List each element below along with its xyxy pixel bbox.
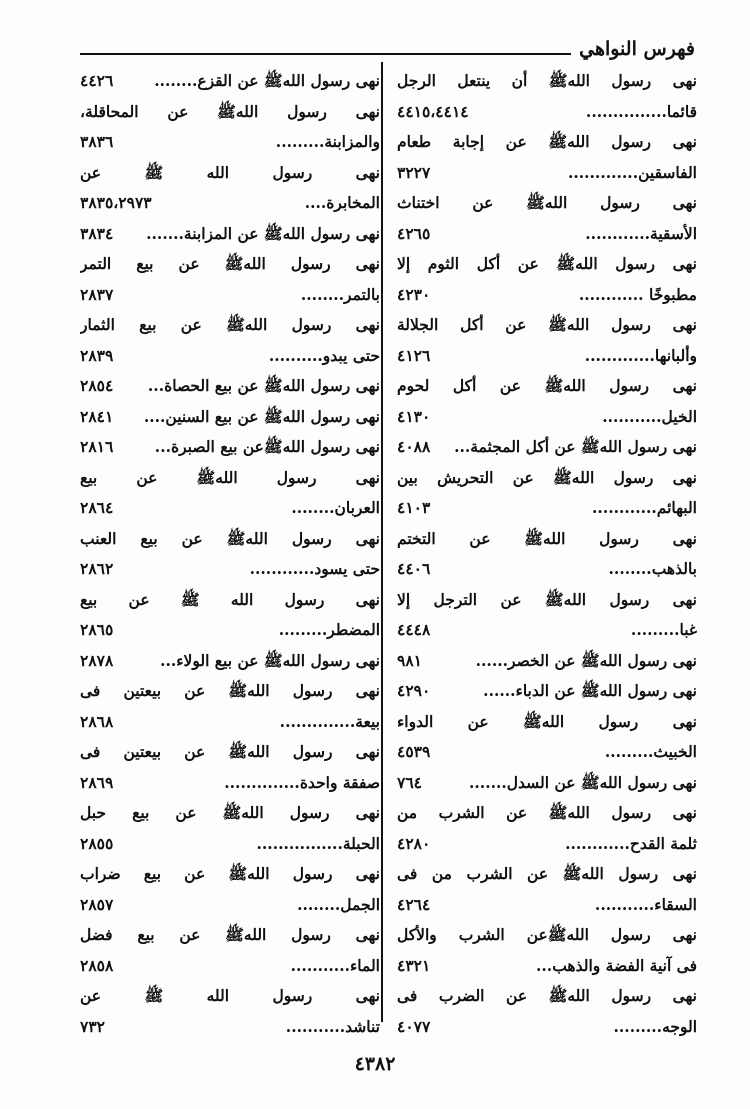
entry-text: نهى رسول اللهﷺ عن بيع ضراب [80, 864, 380, 883]
hadith-number: ٧٣٢ [80, 1016, 105, 1036]
index-entry [397, 66, 697, 127]
entry-text: الحبلة................ [256, 833, 380, 853]
index-entry [397, 463, 697, 524]
index-entry [397, 432, 697, 463]
entry-line [397, 951, 697, 982]
hadith-number: ٢٨٦٨ [80, 711, 114, 731]
entry-text: تناشد........... [285, 1016, 380, 1036]
entry-text: نهى رسول اللهﷺ عن القزع........ [154, 71, 380, 90]
index-entry [397, 707, 697, 768]
entry-line [397, 585, 697, 616]
entry-line [80, 158, 380, 189]
index-entry [80, 676, 380, 737]
entry-line [80, 493, 380, 524]
entry-line [397, 402, 697, 433]
entry-line [397, 890, 697, 921]
entry-text: نهى رسول الله ﷺ عن [80, 162, 380, 182]
hadith-number: ٤٢٩٠ [397, 681, 431, 700]
hadith-number: ٤١٢٦ [397, 345, 431, 365]
entry-text: نهى رسول اللهﷺ عن الدباء...... [483, 681, 697, 700]
entry-line [80, 981, 380, 1012]
entry-line [80, 890, 380, 921]
hadith-number: ٢٨٥٤ [80, 376, 114, 395]
index-entry [80, 859, 380, 920]
index-entry [397, 127, 697, 188]
entry-line [80, 402, 380, 433]
entry-text: نهى رسول اللهﷺ عن بيع حبل [80, 803, 380, 822]
entry-text: الخيل........... [602, 406, 697, 426]
index-column-right [397, 66, 697, 1042]
entry-text: بالتمر........ [300, 284, 380, 304]
page-header [80, 36, 695, 66]
entry-line [397, 432, 697, 463]
index-entry [80, 249, 380, 310]
entry-line [80, 97, 380, 128]
index-entry [80, 920, 380, 981]
index-entry [80, 66, 380, 97]
hadith-number: ٢٨٦٤ [80, 498, 114, 517]
entry-line [80, 463, 380, 494]
page-number: ٤٣٨٢ [354, 1053, 396, 1075]
entry-line [397, 463, 697, 494]
entry-line [80, 646, 380, 677]
entry-line [397, 219, 697, 250]
entry-text: السقاء........... [594, 894, 697, 914]
index-entry [397, 646, 697, 677]
index-entry [80, 158, 380, 219]
entry-line [80, 66, 380, 97]
entry-line [80, 554, 380, 585]
hadith-number: ٤٤٤٨ [397, 620, 431, 639]
entry-line [397, 310, 697, 341]
entry-text: ثلمة القدح............ [565, 833, 697, 853]
entry-text: نهى رسول اللهﷺ عن أكل الثوم إلا [397, 254, 697, 273]
index-entry [80, 402, 380, 433]
index-entry [397, 768, 697, 799]
index-entry [80, 585, 380, 646]
hadith-number: ٤٢٣٠ [397, 284, 431, 304]
entry-line [397, 981, 697, 1012]
hadith-number: ٢٨١٦ [80, 437, 114, 456]
entry-text: نهى رسول اللهﷺ عن اختناث [397, 193, 697, 212]
index-entry [397, 676, 697, 707]
entry-text: والمزابنة......... [275, 132, 380, 151]
entry-text: نهى رسول اللهﷺ عن الدواء [397, 711, 697, 731]
entry-line [397, 920, 697, 951]
entry-line [80, 951, 380, 982]
entry-line [397, 127, 697, 158]
column-divider [381, 62, 383, 1022]
entry-text: نهى رسول اللهﷺ عن أكل الجلالة [397, 315, 697, 334]
entry-line [80, 707, 380, 738]
index-entry [80, 981, 380, 1042]
entry-text: نهى رسول الله ﷺ عن [80, 986, 380, 1005]
entry-line [397, 158, 697, 189]
entry-text: نهى رسول اللهﷺ عن إجابة طعام [397, 132, 697, 151]
hadith-number: ٢٨٦٩ [80, 772, 114, 792]
hadith-number: ٣٨٣٤ [80, 223, 114, 243]
entry-line [80, 188, 380, 219]
entry-text: حتى يبدو.......... [268, 345, 380, 365]
entry-line [397, 1012, 697, 1043]
entry-text: الجمل........ [297, 894, 380, 914]
index-title: فهرس النواهي [571, 36, 695, 62]
entry-text: نهى رسول اللهﷺ عن الشرب من فى [397, 864, 697, 883]
entry-text: نهى رسول اللهﷺ عن بيع الحصاة... [147, 376, 380, 395]
entry-line [80, 310, 380, 341]
hadith-number: ٢٨٧٨ [80, 650, 114, 670]
index-entry [397, 310, 697, 371]
entry-text: نهى رسول اللهﷺ عن التحريش بين [397, 467, 697, 487]
hadith-number: ٤٣٢١ [397, 955, 431, 975]
entry-line [80, 615, 380, 646]
index-entry [397, 249, 697, 310]
hadith-number: ٢٨٣٩ [80, 345, 114, 365]
hadith-number: ٢٨٥٧ [80, 894, 114, 914]
entry-line [80, 432, 380, 463]
index-column-left [80, 66, 380, 1042]
hadith-number: ٤٢٦٥ [397, 223, 431, 243]
hadith-number: ٣٨٣٥،٢٩٧٣ [80, 193, 152, 212]
entry-line [397, 97, 697, 128]
entry-text: مطبوخًا ............ [578, 284, 697, 304]
entry-text: نهى رسول اللهﷺعن الشرب والأكل [397, 925, 697, 944]
entry-text: نهى رسول اللهﷺ عن بيعتين فى [80, 681, 380, 700]
entry-line [80, 676, 380, 707]
entry-text: نهى رسول اللهﷺ عن أكل لحوم [397, 376, 697, 395]
hadith-number: ٢٨٦٢ [80, 559, 114, 578]
hadith-number: ٢٨٥٥ [80, 833, 114, 853]
entry-text: فى آنية الفضة والذهب... [536, 955, 697, 975]
entry-text: غبا......... [630, 620, 697, 639]
entry-text: نهى رسول اللهﷺ عن الشرب من [397, 803, 697, 822]
entry-line [397, 737, 697, 768]
entry-text: نهى رسول اللهﷺ عن بيع الثمار [80, 315, 380, 334]
entry-line [80, 920, 380, 951]
hadith-number: ٣٨٣٦ [80, 132, 114, 151]
entry-line [80, 249, 380, 280]
index-entry [397, 981, 697, 1042]
entry-line [397, 646, 697, 677]
entry-text: نهى رسول اللهﷺ عن أكل المجثمة... [454, 437, 697, 456]
entry-line [397, 66, 697, 97]
index-entry [80, 97, 380, 158]
entry-text: بالذهب........ [608, 559, 697, 578]
entry-line [397, 280, 697, 311]
entry-text: نهى رسول اللهﷺعن بيع الصبرة... [154, 437, 380, 456]
entry-text: نهى رسول اللهﷺ أن ينتعل الرجل [397, 71, 697, 90]
entry-line [397, 829, 697, 860]
hadith-number: ٤٤٠٦ [397, 559, 431, 578]
index-entry [80, 219, 380, 250]
index-entry [80, 310, 380, 371]
index-entry [80, 524, 380, 585]
entry-text: البهائم............ [592, 498, 697, 517]
entry-line [397, 554, 697, 585]
index-entry [80, 371, 380, 402]
index-entry [80, 737, 380, 798]
entry-text: الخبيث......... [604, 742, 697, 761]
entry-line [80, 829, 380, 860]
entry-text: نهى رسول اللهﷺ عن الترجل إلا [397, 589, 697, 609]
entry-text: المضطر......... [278, 620, 380, 639]
index-entry [397, 585, 697, 646]
entry-text: قائما............... [585, 101, 697, 121]
entry-line [80, 737, 380, 768]
entry-line [80, 585, 380, 616]
entry-text: نهى رسول اللهﷺ عن بيع التمر [80, 254, 380, 273]
hadith-number: ٤١٣٠ [397, 406, 431, 426]
entry-text: نهى رسول اللهﷺ عن المزابنة....... [146, 223, 380, 243]
hadith-number: ٤٥٣٩ [397, 742, 431, 761]
index-entry [397, 188, 697, 249]
hadith-number: ٢٨٣٧ [80, 284, 114, 304]
entry-line [80, 219, 380, 250]
entry-line [80, 798, 380, 829]
entry-line [80, 371, 380, 402]
entry-line [80, 127, 380, 158]
entry-text: الأسقية............ [585, 223, 697, 243]
entry-line [397, 524, 697, 555]
entry-text: نهى رسول الله ﷺ عن بيع [80, 589, 380, 609]
entry-text: حتى يسود............ [249, 559, 380, 578]
entry-text: نهى رسول اللهﷺ عن بيعتين فى [80, 742, 380, 761]
entry-line [80, 859, 380, 890]
entry-text: نهى رسول اللهﷺ عن الضرب فى [397, 986, 697, 1005]
index-entry [397, 859, 697, 920]
hadith-number: ٤٢٦٤ [397, 894, 431, 914]
hadith-number: ٤٤١٥،٤٤١٤ [397, 101, 469, 121]
entry-text: نهى رسول اللهﷺ عن بيع فضل [80, 925, 380, 944]
hadith-number: ٤٠٧٧ [397, 1016, 431, 1036]
entry-line [397, 859, 697, 890]
index-entry [397, 524, 697, 585]
entry-text: نهى رسول اللهﷺ عن الخصر...... [475, 650, 697, 670]
index-entry [397, 798, 697, 859]
entry-text: نهى رسول اللهﷺ عن بيع [80, 467, 380, 487]
entry-line [397, 249, 697, 280]
entry-text: وألبانها............. [584, 345, 697, 365]
entry-line [80, 1012, 380, 1043]
entry-line [397, 707, 697, 738]
hadith-number: ٤٠٨٨ [397, 437, 431, 456]
entry-line [80, 280, 380, 311]
entry-line [80, 768, 380, 799]
entry-text: صفقة واحدة.............. [224, 772, 380, 792]
entry-line [397, 768, 697, 799]
entry-line [397, 371, 697, 402]
hadith-number: ٣٢٢٧ [397, 162, 431, 182]
entry-line [397, 615, 697, 646]
index-entry [80, 432, 380, 463]
index-entry [80, 798, 380, 859]
entry-line [397, 676, 697, 707]
entry-text: نهى رسول اللهﷺ عن بيع العنب [80, 528, 380, 548]
entry-text: بيعة.............. [279, 711, 380, 731]
entry-line [397, 493, 697, 524]
hadith-number: ٤١٠٣ [397, 498, 431, 517]
index-entry [80, 646, 380, 677]
entry-text: نهى رسول اللهﷺ عن بيع السنين.... [143, 406, 380, 426]
hadith-number: ٤٢٨٠ [397, 833, 431, 853]
entry-text: نهى رسول اللهﷺ عن بيع الولاء... [160, 650, 380, 670]
entry-text: نهى رسول اللهﷺ عن السدل....... [469, 772, 697, 792]
entry-line [397, 798, 697, 829]
entry-line [397, 188, 697, 219]
hadith-number: ٢٨٤١ [80, 406, 114, 426]
entry-text: المخابرة.... [304, 193, 380, 212]
entry-text: الفاسقين............. [567, 162, 697, 182]
hadith-number: ٧٦٤ [397, 772, 422, 792]
entry-text: الوجه......... [613, 1016, 697, 1036]
entry-line [80, 341, 380, 372]
entry-text: نهى رسول اللهﷺ عن المحاقلة، [80, 101, 380, 121]
index-entry [397, 371, 697, 432]
hadith-number: ٢٨٥٨ [80, 955, 114, 975]
index-entry [80, 463, 380, 524]
hadith-number: ٤٤٢٦ [80, 71, 114, 90]
entry-line [80, 524, 380, 555]
hadith-number: ٩٨١ [397, 650, 422, 670]
hadith-number: ٢٨٦٥ [80, 620, 114, 639]
entry-text: الماء........... [290, 955, 380, 975]
entry-text: العربان........ [291, 498, 380, 517]
index-entry [397, 920, 697, 981]
entry-line [397, 341, 697, 372]
entry-text: نهى رسول اللهﷺ عن التختم [397, 528, 697, 548]
